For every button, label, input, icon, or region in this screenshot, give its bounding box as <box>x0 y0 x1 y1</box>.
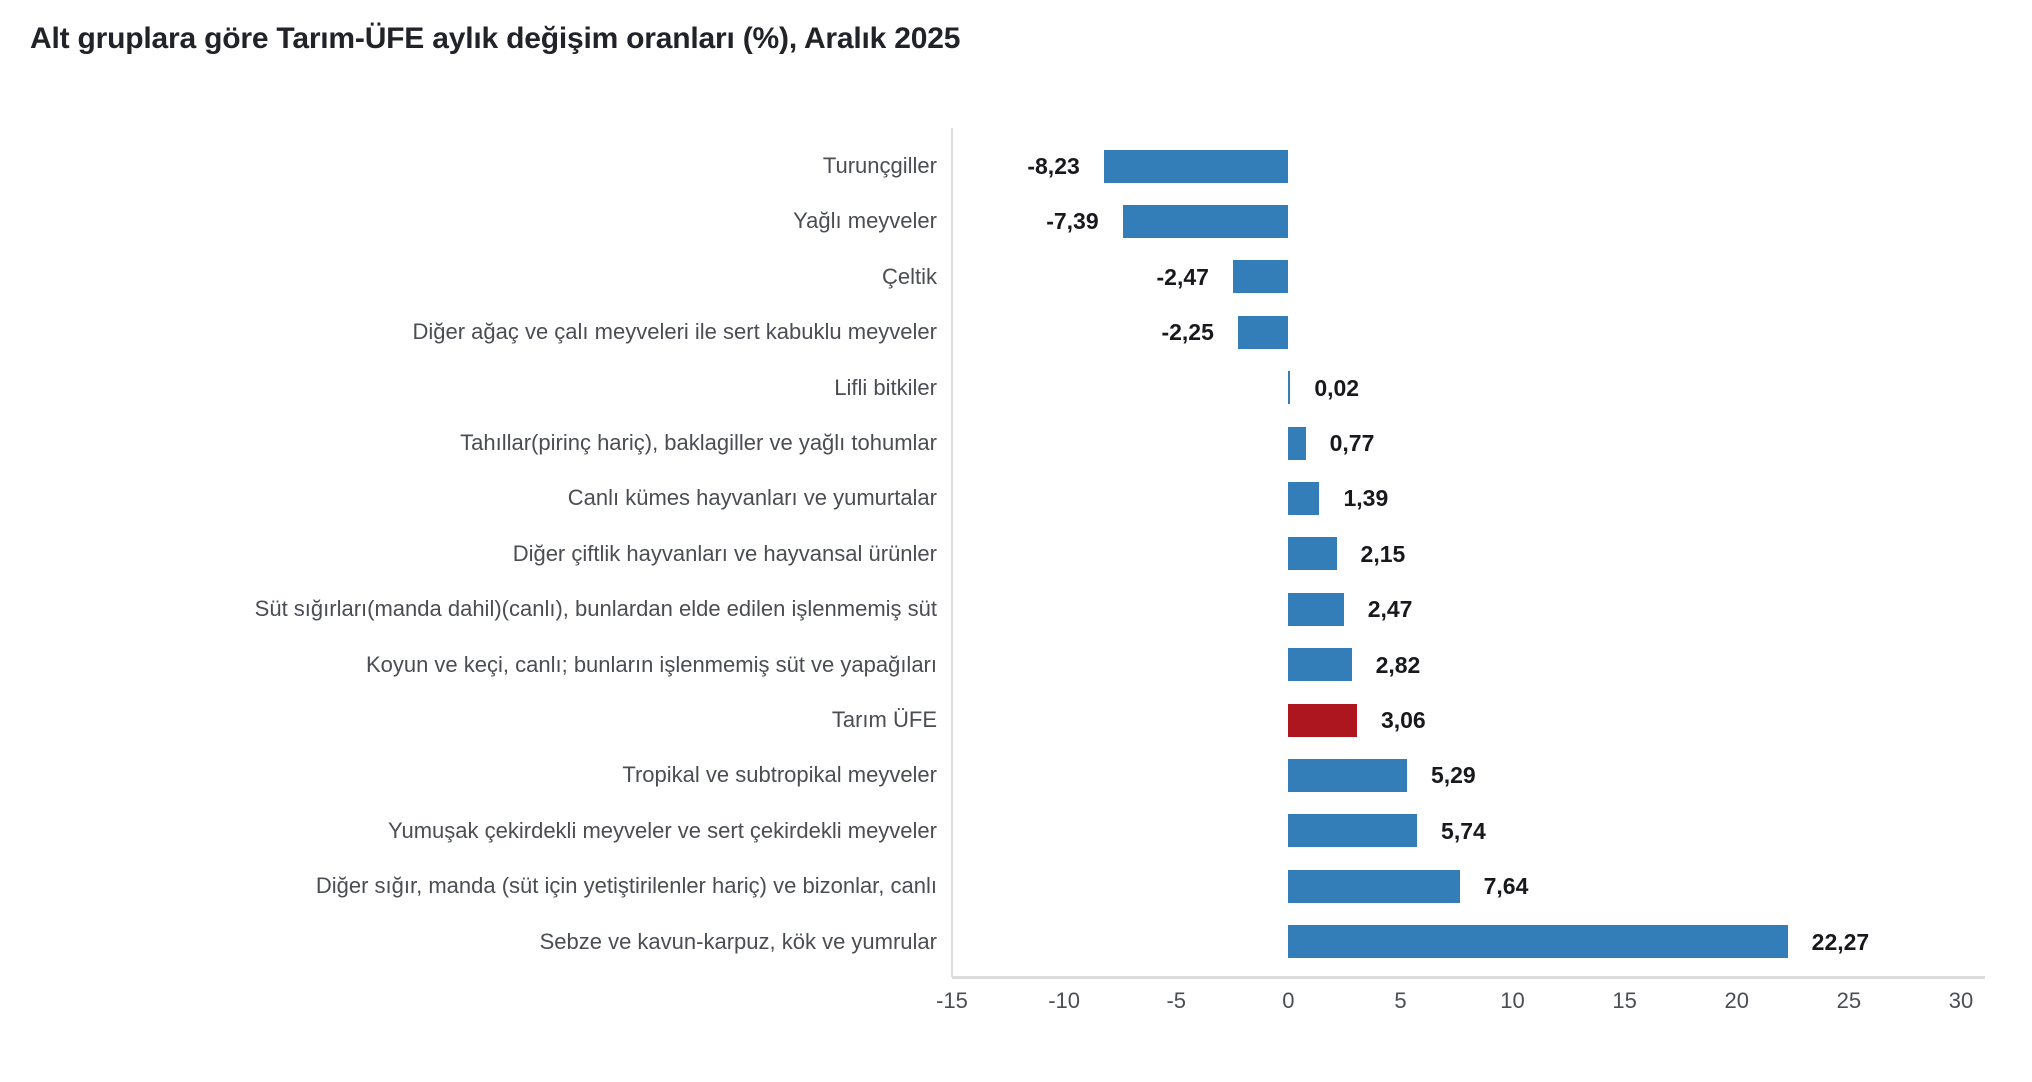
value-label-9: 2,47 <box>1367 596 1413 623</box>
value-label-11: 3,06 <box>1380 707 1426 733</box>
x-tick-10: 10 <box>1500 988 1525 1013</box>
x-axis-line <box>952 976 1985 979</box>
bar-10 <box>1288 648 1351 681</box>
category-label-9: Süt sığırları(manda dahil)(canlı), bunlardan elde edilen işlenmemiş süt <box>254 596 937 622</box>
bar-13 <box>1288 814 1417 847</box>
x-tick-0: 0 <box>1282 988 1295 1013</box>
bar-9 <box>1288 593 1343 626</box>
category-label-14: Diğer sığır, manda (süt için yetiştirilenler hariç) ve bizonlar, canlı <box>315 873 937 899</box>
chart-title: Alt gruplara göre Tarım-ÜFE aylık değişim oranları (%), Aralık 2025 <box>30 22 961 55</box>
x-tick-20: 20 <box>1724 988 1749 1013</box>
bar-5 <box>1288 371 1290 404</box>
category-label-11: Tarım ÜFE <box>831 707 937 732</box>
bar-15 <box>1288 925 1787 958</box>
category-label-6: Tahıllar(pirinç hariç), baklagiller ve yağlı tohumlar <box>460 430 937 455</box>
category-label-5: Lifli bitkiler <box>834 374 937 400</box>
value-label-1: -8,23 <box>1027 153 1080 179</box>
value-label-10: 2,82 <box>1375 651 1421 678</box>
value-label-12: 5,29 <box>1430 762 1476 789</box>
value-label-3: -2,47 <box>1156 263 1209 290</box>
y-axis-line <box>951 128 953 977</box>
bar-7 <box>1288 482 1319 515</box>
category-label-12: Tropikal ve subtropikal meyveler <box>622 762 937 788</box>
value-label-4: -2,25 <box>1161 319 1214 346</box>
value-label-15: 22,27 <box>1811 928 1870 955</box>
category-label-15: Sebze ve kavun-karpuz, kök ve yumrular <box>539 928 937 954</box>
bar-8 <box>1288 537 1336 570</box>
x-tick--10: -10 <box>1048 988 1080 1013</box>
category-label-7: Canlı kümes hayvanları ve yumurtalar <box>567 485 937 511</box>
value-label-13: 5,74 <box>1441 817 1486 844</box>
x-tick-5: 5 <box>1394 988 1407 1013</box>
bar-highlight-tarim-ufe <box>1288 704 1357 737</box>
bar-1 <box>1104 150 1289 183</box>
value-label-8: 2,15 <box>1360 540 1406 567</box>
x-tick--5: -5 <box>1166 988 1186 1013</box>
bar-6 <box>1288 427 1305 460</box>
bar-2 <box>1123 205 1289 238</box>
category-label-10: Koyun ve keçi, canlı; bunların işlenmemiş süt ve yapağıları <box>365 651 937 677</box>
x-tick--15: -15 <box>936 988 968 1013</box>
bar-3 <box>1233 260 1288 293</box>
bar-14 <box>1288 870 1459 903</box>
x-tick-15: 15 <box>1612 988 1637 1013</box>
category-label-2: Yağlı meyveler <box>793 208 937 234</box>
bar-12 <box>1288 759 1407 792</box>
x-tick-30: 30 <box>1948 988 1974 1013</box>
value-label-7: 1,39 <box>1343 485 1389 512</box>
category-label-3: Çeltik <box>881 263 937 289</box>
bar-4 <box>1238 316 1288 349</box>
category-label-4: Diğer ağaç ve çalı meyveleri ile sert kabuklu meyveler <box>412 319 937 345</box>
value-label-2: -7,39 <box>1046 208 1099 235</box>
category-label-1: Turunçgiller <box>822 153 937 178</box>
value-label-14: 7,64 <box>1483 873 1529 900</box>
category-label-13: Yumuşak çekirdekli meyveler ve sert çekirdekli meyveler <box>388 817 937 843</box>
value-label-5: 0,02 <box>1314 374 1360 401</box>
value-label-6: 0,77 <box>1329 430 1375 456</box>
x-tick-25: 25 <box>1836 988 1862 1013</box>
category-label-8: Diğer çiftlik hayvanları ve hayvansal ürünler <box>512 540 937 566</box>
